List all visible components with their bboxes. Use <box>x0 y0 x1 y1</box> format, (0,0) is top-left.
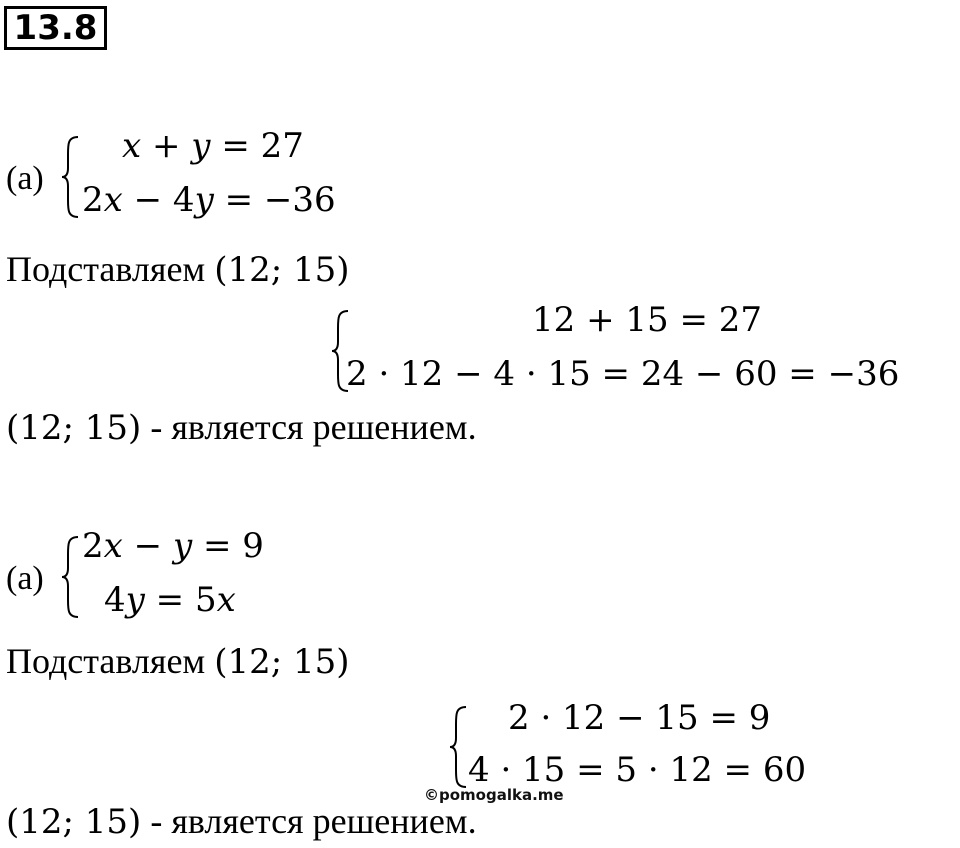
part-2-check-1: 2 · 12 − 15 = 9 <box>508 698 771 738</box>
problem-number: 13.8 <box>4 6 107 50</box>
part-2-substitute-line <box>6 640 350 682</box>
part-1-check-2: 2 · 12 − 4 · 15 = 24 − 60 = −36 <box>346 354 900 394</box>
part-2-conclusion-text: - является решением. <box>150 801 477 841</box>
part-1-conclusion-text: - является решением. <box>150 407 477 447</box>
part-1-check-1: 12 + 15 = 27 <box>532 300 762 340</box>
part-1-conclusion-point: (12; 15) <box>6 408 142 448</box>
part-1-equation-1: x + y = 27 <box>122 126 304 166</box>
part-2-label: (а) <box>6 560 44 597</box>
part-2-conclusion-point: (12; 15) <box>6 802 142 842</box>
part-1-equation-2: 2x − 4y = −36 <box>82 180 336 220</box>
part-2-equation-2: 4y = 5x <box>104 580 236 620</box>
part-1-label: (а) <box>6 160 44 197</box>
watermark: ©pomogalka.me <box>424 786 564 804</box>
part-2-conclusion <box>6 800 477 842</box>
part-2-system-brace <box>60 534 82 620</box>
part-2-equation-1: 2x − y = 9 <box>82 526 264 566</box>
part-1-substitute-text: Подставляем <box>6 249 206 289</box>
part-2-point: (12; 15) <box>214 642 350 682</box>
part-1-system-brace <box>60 134 82 220</box>
part-2-check-2: 4 · 15 = 5 · 12 = 60 <box>468 750 807 790</box>
part-2-check-brace <box>448 704 470 790</box>
part-1-conclusion <box>6 406 477 448</box>
part-2-substitute-text: Подставляем <box>6 641 206 681</box>
part-1-point: (12; 15) <box>214 250 350 290</box>
part-1-substitute-line <box>6 248 350 290</box>
